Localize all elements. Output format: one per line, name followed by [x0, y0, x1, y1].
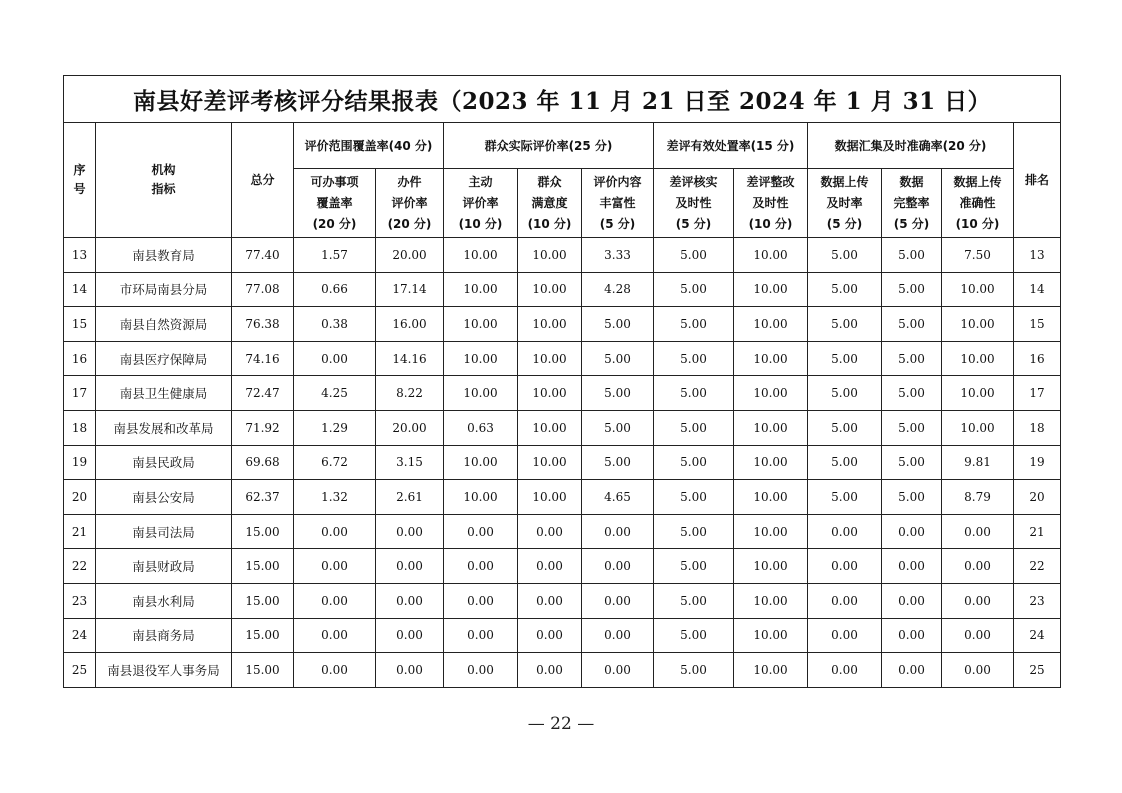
cell-total: 15.00 — [232, 653, 294, 688]
cell-score: 2.61 — [376, 480, 444, 515]
header-sub-line: 办件 — [397, 174, 422, 189]
cell-score: 0.00 — [444, 549, 518, 584]
cell-score: 5.00 — [808, 272, 882, 307]
header-sub-line: (10 分) — [748, 216, 793, 231]
cell-seq: 13 — [64, 238, 96, 273]
cell-total: 15.00 — [232, 549, 294, 584]
cell-score: 16.00 — [376, 307, 444, 342]
cell-score: 0.00 — [376, 618, 444, 653]
cell-score: 0.00 — [882, 618, 942, 653]
cell-score: 5.00 — [654, 376, 734, 411]
cell-score: 1.32 — [294, 480, 376, 515]
cell-org: 南县水利局 — [96, 583, 232, 618]
header-sub-line: 准确性 — [959, 195, 996, 210]
cell-score: 0.00 — [808, 549, 882, 584]
cell-total: 72.47 — [232, 376, 294, 411]
table-row — [64, 480, 1061, 515]
cell-score: 9.81 — [942, 445, 1014, 480]
cell-org: 南县民政局 — [96, 445, 232, 480]
cell-score: 8.79 — [942, 480, 1014, 515]
cell-total: 77.40 — [232, 238, 294, 273]
header-sub-5 — [582, 169, 654, 238]
header-sub-8 — [808, 169, 882, 238]
header-group-coverage: 评价范围覆盖率(40 分) — [294, 123, 444, 169]
header-org-line-2: 指标 — [151, 182, 176, 196]
cell-score: 10.00 — [942, 307, 1014, 342]
header-sub-2 — [376, 169, 444, 238]
cell-score: 10.00 — [518, 445, 582, 480]
cell-score: 10.00 — [444, 341, 518, 376]
cell-score: 14.16 — [376, 341, 444, 376]
header-sub-3 — [444, 169, 518, 238]
cell-score: 0.00 — [882, 514, 942, 549]
cell-score: 10.00 — [444, 445, 518, 480]
cell-score: 10.00 — [942, 376, 1014, 411]
cell-score: 4.25 — [294, 376, 376, 411]
table-row — [64, 583, 1061, 618]
cell-seq: 22 — [64, 549, 96, 584]
cell-score: 10.00 — [444, 238, 518, 273]
cell-rank: 14 — [1014, 272, 1061, 307]
cell-score: 5.00 — [882, 376, 942, 411]
header-sub-line: (5 分) — [893, 216, 930, 231]
cell-rank: 21 — [1014, 514, 1061, 549]
header-sub-line: 数据上传 — [820, 174, 869, 189]
header-sub-line: 差评核实 — [669, 174, 718, 189]
cell-score: 10.00 — [942, 272, 1014, 307]
header-sub-line: (5 分) — [675, 216, 712, 231]
cell-total: 76.38 — [232, 307, 294, 342]
header-sub-line: 数据上传 — [953, 174, 1002, 189]
cell-rank: 19 — [1014, 445, 1061, 480]
cell-score: 5.00 — [654, 238, 734, 273]
cell-score: 5.00 — [654, 410, 734, 445]
cell-score: 5.00 — [882, 238, 942, 273]
header-sub-line: 评价率 — [391, 195, 428, 210]
cell-score: 5.00 — [882, 410, 942, 445]
cell-total: 15.00 — [232, 514, 294, 549]
cell-score: 3.33 — [582, 238, 654, 273]
cell-score: 10.00 — [942, 410, 1014, 445]
header-sub-line: 群众 — [537, 174, 562, 189]
cell-score: 10.00 — [734, 307, 808, 342]
cell-score: 0.00 — [518, 583, 582, 618]
cell-score: 0.00 — [882, 583, 942, 618]
cell-total: 15.00 — [232, 583, 294, 618]
cell-org: 南县商务局 — [96, 618, 232, 653]
cell-total: 71.92 — [232, 410, 294, 445]
cell-score: 10.00 — [444, 480, 518, 515]
cell-score: 0.00 — [444, 618, 518, 653]
table-row — [64, 653, 1061, 688]
cell-total: 62.37 — [232, 480, 294, 515]
cell-score: 5.00 — [882, 445, 942, 480]
table-row — [64, 549, 1061, 584]
cell-score: 0.00 — [444, 583, 518, 618]
cell-seq: 15 — [64, 307, 96, 342]
table-row — [64, 618, 1061, 653]
cell-score: 5.00 — [654, 445, 734, 480]
cell-rank: 24 — [1014, 618, 1061, 653]
header-sub-line: 评价内容 — [593, 174, 642, 189]
cell-total: 77.08 — [232, 272, 294, 307]
cell-score: 10.00 — [734, 445, 808, 480]
cell-total: 74.16 — [232, 341, 294, 376]
header-sub-9 — [882, 169, 942, 238]
cell-score: 10.00 — [518, 376, 582, 411]
cell-score: 5.00 — [654, 583, 734, 618]
table-row — [64, 341, 1061, 376]
header-sub-6 — [654, 169, 734, 238]
header-sub-line: 满意度 — [531, 195, 568, 210]
cell-score: 5.00 — [882, 480, 942, 515]
cell-score: 0.00 — [294, 583, 376, 618]
cell-seq: 14 — [64, 272, 96, 307]
header-sub-line: 差评整改 — [746, 174, 795, 189]
cell-score: 5.00 — [808, 341, 882, 376]
cell-org: 南县自然资源局 — [96, 307, 232, 342]
report-body — [64, 238, 1061, 688]
cell-score: 5.00 — [582, 410, 654, 445]
cell-score: 5.00 — [654, 549, 734, 584]
cell-score: 4.65 — [582, 480, 654, 515]
cell-score: 5.00 — [882, 341, 942, 376]
header-sub-line: 丰富性 — [599, 195, 636, 210]
cell-score: 0.00 — [376, 653, 444, 688]
cell-seq: 18 — [64, 410, 96, 445]
cell-score: 0.00 — [518, 653, 582, 688]
cell-score: 0.00 — [942, 618, 1014, 653]
cell-score: 0.00 — [582, 514, 654, 549]
cell-score: 4.28 — [582, 272, 654, 307]
cell-score: 8.22 — [376, 376, 444, 411]
cell-score: 5.00 — [654, 480, 734, 515]
cell-score: 0.00 — [294, 653, 376, 688]
cell-score: 10.00 — [518, 307, 582, 342]
cell-score: 5.00 — [654, 307, 734, 342]
header-sub-line: 覆盖率 — [316, 195, 353, 210]
cell-score: 10.00 — [444, 307, 518, 342]
cell-score: 5.00 — [808, 445, 882, 480]
cell-score: 10.00 — [734, 410, 808, 445]
header-sub-line: (10 分) — [527, 216, 572, 231]
cell-score: 5.00 — [654, 272, 734, 307]
cell-score: 5.00 — [808, 376, 882, 411]
cell-score: 7.50 — [942, 238, 1014, 273]
cell-score: 0.00 — [444, 514, 518, 549]
table-row — [64, 272, 1061, 307]
header-sub-line: 完整率 — [893, 195, 930, 210]
cell-rank: 20 — [1014, 480, 1061, 515]
cell-org: 南县发展和改革局 — [96, 410, 232, 445]
cell-score: 0.00 — [376, 583, 444, 618]
cell-org: 南县财政局 — [96, 549, 232, 584]
cell-score: 10.00 — [734, 341, 808, 376]
cell-score: 10.00 — [734, 238, 808, 273]
cell-score: 10.00 — [518, 410, 582, 445]
header-seq — [64, 123, 96, 238]
cell-score: 5.00 — [582, 376, 654, 411]
cell-score: 5.00 — [882, 272, 942, 307]
cell-score: 0.00 — [518, 618, 582, 653]
header-sub-1 — [294, 169, 376, 238]
cell-score: 5.00 — [582, 445, 654, 480]
cell-org: 南县退役军人事务局 — [96, 653, 232, 688]
cell-rank: 16 — [1014, 341, 1061, 376]
cell-score: 5.00 — [654, 618, 734, 653]
cell-score: 1.29 — [294, 410, 376, 445]
cell-score: 5.00 — [808, 307, 882, 342]
cell-score: 0.00 — [444, 653, 518, 688]
table-row — [64, 410, 1061, 445]
table-row — [64, 445, 1061, 480]
cell-score: 10.00 — [734, 376, 808, 411]
cell-score: 5.00 — [808, 410, 882, 445]
table-row — [64, 514, 1061, 549]
cell-score: 0.00 — [294, 341, 376, 376]
header-sub-line: 主动 — [468, 174, 493, 189]
header-sub-10 — [942, 169, 1014, 238]
cell-score: 5.00 — [654, 341, 734, 376]
header-seq-line-1: 序 — [73, 163, 86, 177]
cell-score: 10.00 — [734, 653, 808, 688]
cell-score: 10.00 — [518, 480, 582, 515]
header-sub-line: 数据 — [899, 174, 924, 189]
cell-seq: 17 — [64, 376, 96, 411]
cell-score: 10.00 — [734, 480, 808, 515]
cell-org: 南县医疗保障局 — [96, 341, 232, 376]
cell-score: 10.00 — [734, 272, 808, 307]
header-sub-line: 及时性 — [675, 195, 712, 210]
cell-rank: 22 — [1014, 549, 1061, 584]
header-group-evaluation: 群众实际评价率(25 分) — [444, 123, 654, 169]
cell-rank: 13 — [1014, 238, 1061, 273]
header-sub-line: (10 分) — [458, 216, 503, 231]
table-row — [64, 376, 1061, 411]
cell-score: 0.00 — [808, 653, 882, 688]
cell-rank: 25 — [1014, 653, 1061, 688]
header-org-line-1: 机构 — [151, 163, 176, 177]
cell-score: 10.00 — [734, 514, 808, 549]
header-sub-line: (5 分) — [599, 216, 636, 231]
cell-org: 南县公安局 — [96, 480, 232, 515]
cell-score: 0.00 — [582, 583, 654, 618]
cell-score: 5.00 — [808, 480, 882, 515]
score-report-table — [63, 75, 1061, 688]
header-rank: 排名 — [1014, 123, 1061, 238]
cell-score: 0.00 — [582, 653, 654, 688]
header-sub-line: (20 分) — [312, 216, 357, 231]
cell-score: 6.72 — [294, 445, 376, 480]
cell-seq: 21 — [64, 514, 96, 549]
cell-score: 5.00 — [582, 341, 654, 376]
cell-score: 5.00 — [882, 307, 942, 342]
cell-score: 17.14 — [376, 272, 444, 307]
cell-score: 10.00 — [942, 341, 1014, 376]
cell-score: 0.00 — [808, 618, 882, 653]
report-title: 南县好差评考核评分结果报表（2023 年 11 月 21 日至 2024 年 1 月 31 日） — [64, 76, 1061, 123]
header-sub-7 — [734, 169, 808, 238]
cell-score: 10.00 — [444, 272, 518, 307]
cell-seq: 24 — [64, 618, 96, 653]
cell-score: 0.00 — [882, 549, 942, 584]
header-sub-line: 评价率 — [462, 195, 499, 210]
cell-total: 69.68 — [232, 445, 294, 480]
cell-score: 0.00 — [808, 583, 882, 618]
cell-score: 10.00 — [518, 238, 582, 273]
header-sub-line: 及时性 — [752, 195, 789, 210]
cell-score: 5.00 — [582, 307, 654, 342]
cell-score: 0.00 — [294, 549, 376, 584]
cell-org: 市环局南县分局 — [96, 272, 232, 307]
cell-seq: 20 — [64, 480, 96, 515]
cell-seq: 16 — [64, 341, 96, 376]
cell-rank: 23 — [1014, 583, 1061, 618]
header-group-data: 数据汇集及时准确率(20 分) — [808, 123, 1014, 169]
cell-score: 0.00 — [518, 549, 582, 584]
cell-score: 20.00 — [376, 410, 444, 445]
header-seq-line-2: 号 — [73, 182, 86, 196]
cell-score: 0.00 — [582, 618, 654, 653]
cell-score: 10.00 — [518, 341, 582, 376]
cell-score: 10.00 — [444, 376, 518, 411]
cell-score: 0.00 — [518, 514, 582, 549]
cell-rank: 15 — [1014, 307, 1061, 342]
cell-score: 0.63 — [444, 410, 518, 445]
header-sub-4 — [518, 169, 582, 238]
cell-score: 0.00 — [942, 583, 1014, 618]
table-row — [64, 307, 1061, 342]
cell-score: 10.00 — [518, 272, 582, 307]
cell-score: 0.38 — [294, 307, 376, 342]
cell-score: 10.00 — [734, 618, 808, 653]
cell-score: 0.00 — [942, 514, 1014, 549]
cell-score: 5.00 — [654, 653, 734, 688]
cell-score: 1.57 — [294, 238, 376, 273]
header-group-disposal: 差评有效处置率(15 分) — [654, 123, 808, 169]
cell-total: 15.00 — [232, 618, 294, 653]
cell-score: 20.00 — [376, 238, 444, 273]
cell-score: 10.00 — [734, 583, 808, 618]
cell-score: 5.00 — [808, 238, 882, 273]
cell-rank: 17 — [1014, 376, 1061, 411]
cell-score: 0.00 — [582, 549, 654, 584]
cell-seq: 25 — [64, 653, 96, 688]
cell-score: 0.00 — [942, 653, 1014, 688]
header-total: 总分 — [232, 123, 294, 238]
header-sub-line: 及时率 — [826, 195, 863, 210]
cell-org: 南县司法局 — [96, 514, 232, 549]
header-sub-line: 可办事项 — [310, 174, 359, 189]
header-org — [96, 123, 232, 238]
cell-score: 0.00 — [294, 618, 376, 653]
cell-score: 5.00 — [654, 514, 734, 549]
cell-org: 南县卫生健康局 — [96, 376, 232, 411]
cell-score: 0.00 — [376, 549, 444, 584]
cell-seq: 23 — [64, 583, 96, 618]
cell-seq: 19 — [64, 445, 96, 480]
cell-score: 0.00 — [376, 514, 444, 549]
cell-rank: 18 — [1014, 410, 1061, 445]
cell-score: 0.00 — [808, 514, 882, 549]
cell-score: 0.00 — [942, 549, 1014, 584]
cell-score: 0.00 — [882, 653, 942, 688]
header-sub-line: (5 分) — [826, 216, 863, 231]
cell-score: 0.00 — [294, 514, 376, 549]
header-sub-line: (20 分) — [387, 216, 432, 231]
table-row — [64, 238, 1061, 273]
cell-score: 0.66 — [294, 272, 376, 307]
cell-org: 南县教育局 — [96, 238, 232, 273]
cell-score: 3.15 — [376, 445, 444, 480]
header-sub-line: (10 分) — [955, 216, 1000, 231]
page-number: — 22 — — [527, 714, 595, 734]
cell-score: 10.00 — [734, 549, 808, 584]
